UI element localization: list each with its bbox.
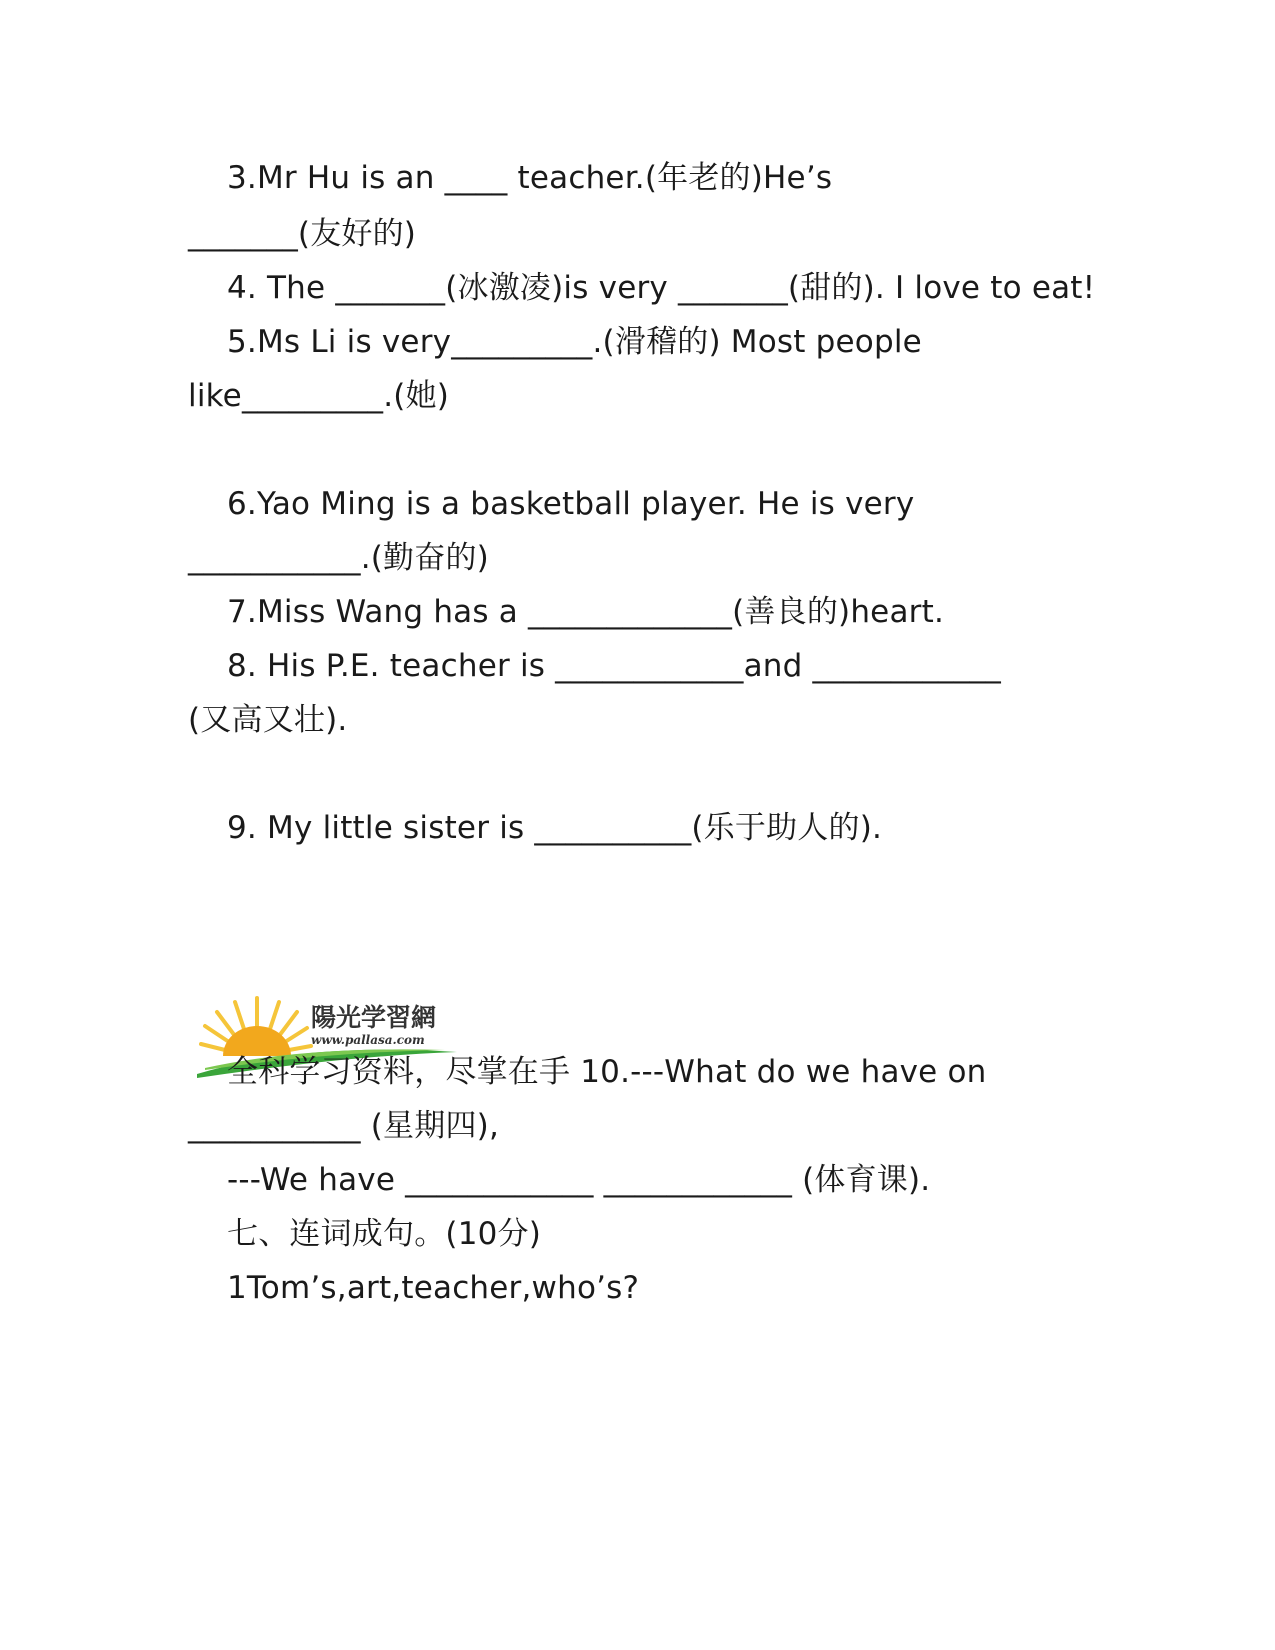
question-5-line-1: 5.Ms Li is very_________.(滑稽的) Most people [227, 324, 922, 360]
question-9: 9. My little sister is __________(乐于助人的). [227, 810, 883, 846]
section-7-heading: 七、连词成句。(10分) [227, 1216, 542, 1252]
question-10-line-1: 全科学习资料，尽掌在手 10.---What do we have on [227, 1054, 987, 1090]
question-7: 7.Miss Wang has a _____________(善良的)heart. [227, 594, 944, 630]
question-10-line-2: ___________ (星期四), [188, 1108, 499, 1144]
logo-title: 陽光学習網 [311, 1003, 437, 1032]
question-5-line-2: like_________.(她) [188, 378, 450, 414]
question-10-line-3: ---We have ____________ ____________ (体育课). [227, 1162, 931, 1198]
question-6-line-2: ___________.(勤奋的) [188, 540, 489, 576]
question-3-line-1: 3.Mr Hu is an ____ teacher.(年老的)He’s [227, 160, 833, 196]
section-7-question-1: 1Tom’s,art,teacher,who’s? [227, 1270, 640, 1306]
question-8-line-2: (又高又壮). [188, 702, 348, 738]
question-8-line-1: 8. His P.E. teacher is ____________and ____________ [227, 648, 1001, 684]
question-4: 4. The _______(冰激凌)is very _______(甜的). I love to eat! [227, 270, 1096, 306]
logo-url: www.pallasa.com [311, 1033, 425, 1047]
question-6-line-1: 6.Yao Ming is a basketball player. He is very [227, 486, 915, 522]
question-3-line-2: _______(友好的) [188, 216, 417, 252]
